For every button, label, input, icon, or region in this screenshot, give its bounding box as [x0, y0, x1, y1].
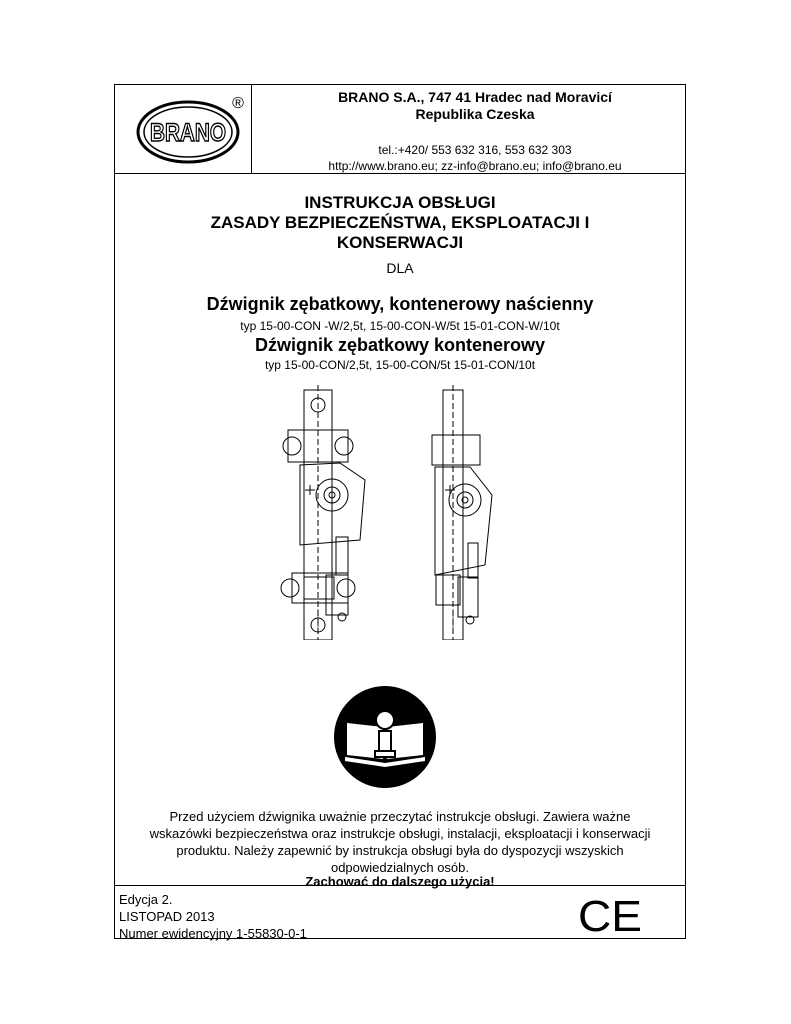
safety-notice: Przed użyciem dźwignika uważnie przeczytać instrukcje obsługi. Zawiera ważne wskazówki bezpieczeństwa oraz instrukcje obsługi, instalacji, eksploatacji i konserwacji produktu. Należy zapewnić by instrukcja obsługi była do dyspozycji wszyskich odpowiedzialnych osób. — [149, 809, 651, 875]
contact-info — [275, 142, 675, 174]
web-email: http://www.brano.eu; zz-info@brano.eu; info@brano.eu — [328, 159, 622, 173]
company-name: BRANO S.A., 747 41 Hradec nad Moravicí Republika Czeska — [338, 89, 612, 122]
document-title: INSTRUKCJA OBSŁUGI ZASADY BEZPIECZEŃSTWA, EKSPLOATACJI I KONSERWACJI — [210, 193, 590, 252]
product-name-1: Dźwignik zębatkowy, kontenerowy naścienny — [206, 294, 594, 314]
telephone: tel.:+420/ 553 632 316, 553 632 303 — [378, 143, 572, 157]
rack-jack-drawing — [270, 385, 520, 640]
keep-for-reference: Zachować do dalszego użycia! — [305, 874, 495, 889]
logo-text: BRANO — [150, 119, 226, 147]
registered-mark: ® — [232, 95, 244, 112]
title-dla: DLA — [386, 260, 414, 276]
edition-info — [119, 891, 419, 942]
edition-date: LISTOPAD 2013 — [119, 909, 215, 924]
logo-divider — [251, 85, 252, 173]
record-number: Numer ewidencyjny 1-55830-0-1 — [119, 926, 307, 941]
brano-logo — [134, 92, 250, 168]
ce-mark-text: CE — [578, 895, 642, 935]
ce-mark-icon — [576, 895, 644, 935]
wall-mounted-jack-drawing — [281, 385, 365, 640]
information-book-icon — [333, 685, 437, 789]
product-types-1: typ 15-00-CON -W/2,5t, 15-00-CON-W/5t 15-01-CON-W/10t — [240, 319, 560, 333]
edition-number: Edycja 2. — [119, 892, 173, 907]
container-jack-drawing — [432, 385, 492, 640]
product-name-2: Dźwignik zębatkowy kontenerowy — [254, 335, 546, 355]
product-types-2: typ 15-00-CON/2,5t, 15-00-CON/5t 15-01-CON/10t — [264, 358, 536, 372]
